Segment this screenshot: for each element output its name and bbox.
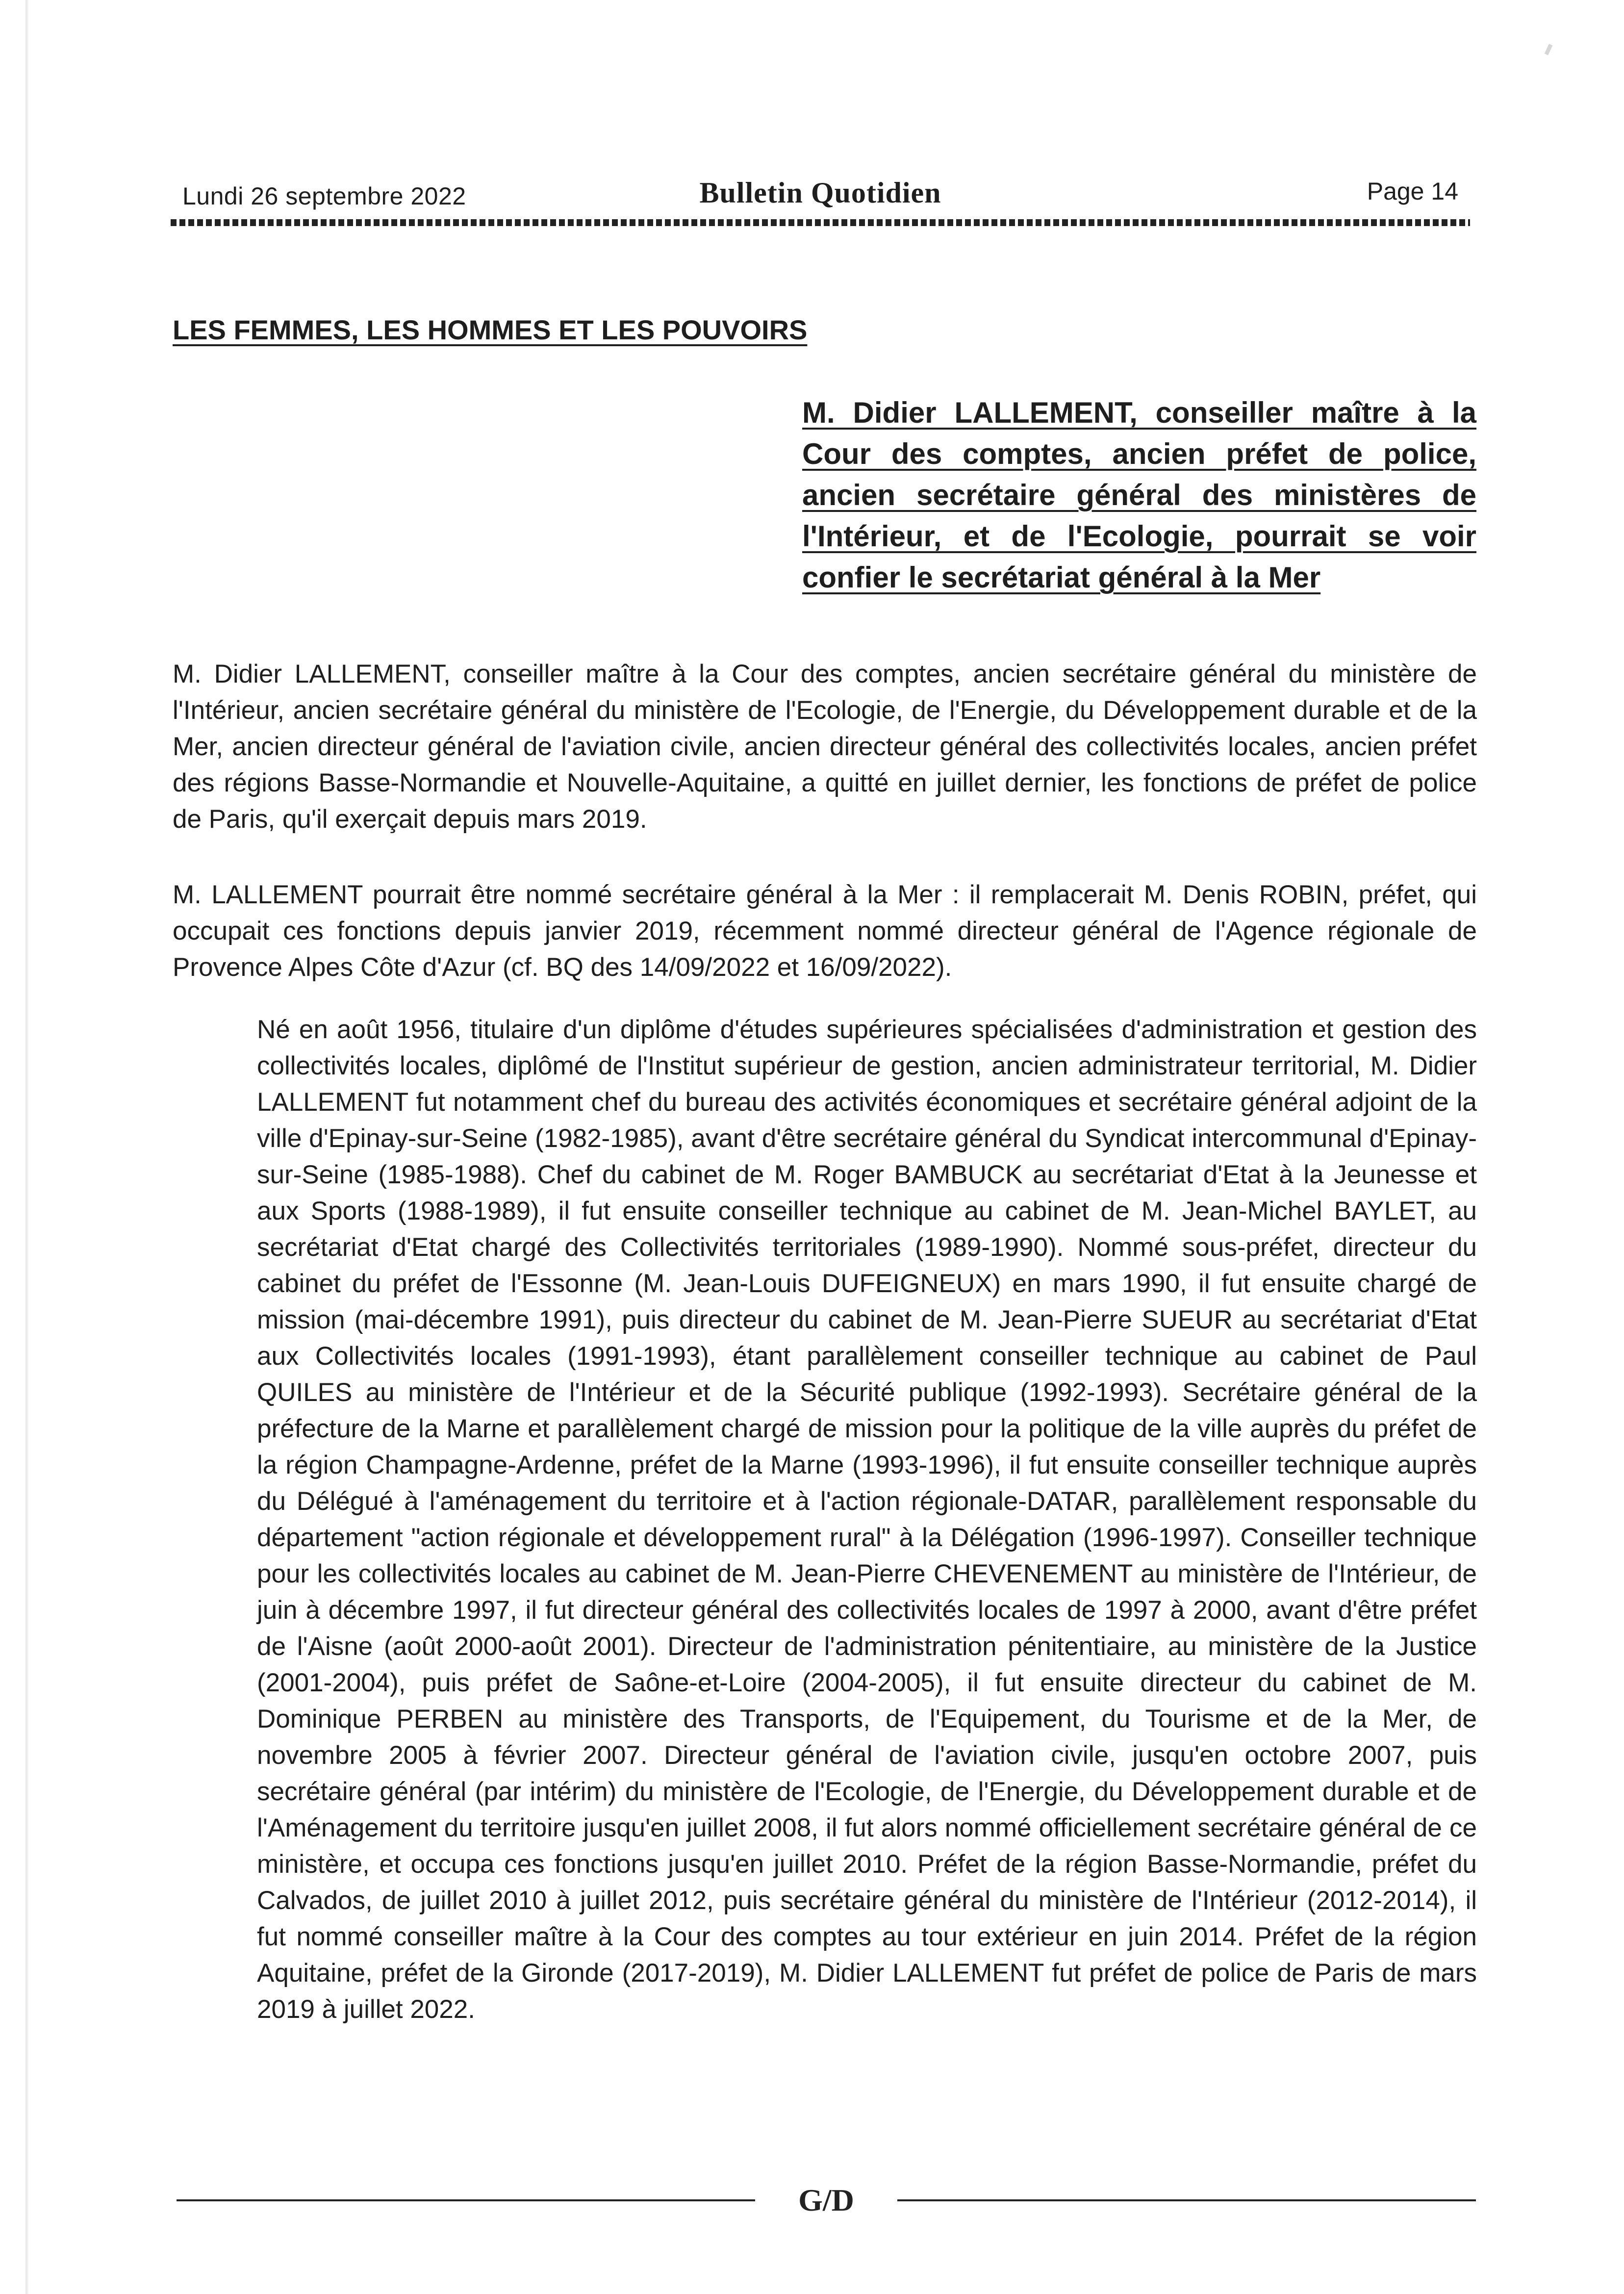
footer-rule-right bbox=[897, 2199, 1476, 2201]
scan-mark bbox=[1545, 44, 1553, 55]
page-footer bbox=[177, 2177, 1476, 2221]
article-paragraph-1: M. Didier LALLEMENT, conseiller maître à la Cour des comptes, ancien secrétaire général du ministère de l'Intérieur, ancien secrétaire général du ministère de l'Ecologie, de l'Energie, du Développement durable et de la Mer, ancien directeur général de l'aviation civile, ancien directeur général des collectivités locales, ancien préfet des régions Basse-Normandie et Nouvelle-Aquitaine, a quitté en juillet dernier, les fonctions de préfet de police de Paris, qu'il exerçait depuis mars 2019. bbox=[173, 660, 1477, 834]
article-headline: M. Didier LALLEMENT, conseiller maître à la Cour des comptes, ancien préfet de police, ancien secrétaire général des ministères de l'Intérieur, et de l'Ecologie, pourrait se voir confier le secrétariat général à la Mer bbox=[802, 396, 1476, 594]
section-title: LES FEMMES, LES HOMMES ET LES POUVOIRS bbox=[173, 314, 808, 345]
gd-logo-icon bbox=[777, 2177, 875, 2221]
gd-logo-svg bbox=[777, 2177, 875, 2221]
header-dotted-rule bbox=[171, 219, 1470, 226]
biography-paragraph: Né en août 1956, titulaire d'un diplôme d'études supérieures spécialisées d'administration et gestion des collectivités locales, diplômé de l'Institut supérieur de gestion, ancien administrateur territorial, M. Didier LALLEMENT fut notamment chef du bureau des activités économiques et secrétaire général adjoint de la ville d'Epinay-sur-Seine (1982-1985), avant d'être secrétaire général du Syndicat intercommunal d'Epinay-sur-Seine (1985-1988). Chef du cabinet de M. Roger BAMBUCK au secrétariat d'Etat à la Jeunesse et aux Sports (1988-1989), il fut ensuite conseiller technique au cabinet de M. Jean-Michel BAYLET, au secrétariat d'Etat chargé des Collectivités territoriales (1989-1990). Nommé sous-préfet, directeur du cabinet du préfet de l'Essonne (M. Jean-Louis DUFEIGNEUX) en mars 1990, il fut ensuite chargé de mission (mai-décembre 1991), puis directeur du cabinet de M. Jean-Pierre SUEUR au secrétariat d'Etat aux Collectivités locales (1991-1993), étant parallèlement conseiller technique au cabinet de Paul QUILES au ministère de l'Intérieur et de la Sécurité publique (1992-1993). Secrétaire général de la préfecture de la Marne et parallèlement chargé de mission pour la politique de la ville auprès du préfet de la région Champagne-Ardenne, préfet de la Marne (1993-1996), il fut ensuite conseiller technique auprès du Délégué à l'aménagement du territoire et à l'action régionale-DATAR, parallèlement responsable du département "action régionale et développement rural" à la Délégation (1996-1997). Conseiller technique pour les collectivités locales au cabinet de M. Jean-Pierre CHEVENEMENT au ministère de l'Intérieur, de juin à décembre 1997, il fut directeur général des collectivités locales de 1997 à 2000, avant d'être préfet de l'Aisne (août 2000-août 2001). Directeur de l'administration pénitentiaire, au ministère de la Justice (2001-2004), puis préfet de Saône-et-Loire (2004-2005), il fut ensuite directeur du cabinet de M. Dominique PERBEN au ministère des Transports, de l'Equipement, du Tourisme et de la Mer, de novembre 2005 à février 2007. Directeur général de l'aviation civile, jusqu'en octobre 2007, puis secrétaire général (par intérim) du ministère de l'Ecologie, de l'Energie, du Développement durable et de l'Aménagement du territoire jusqu'en juillet 2008, il fut alors nommé officiellement secrétaire général de ce ministère, et occupa ces fonctions jusqu'en juillet 2010. Préfet de la région Basse-Normandie, préfet du Calvados, de juillet 2010 à juillet 2012, puis secrétaire général du ministère de l'Intérieur (2012-2014), il fut nommé conseiller maître à la Cour des comptes au tour extérieur en juin 2014. Préfet de la région Aquitaine, préfet de la Gironde (2017-2019), M. Didier LALLEMENT fut préfet de police de Paris de mars 2019 à juillet 2022. bbox=[257, 1015, 1477, 2024]
page-header bbox=[171, 174, 1470, 228]
footer-logo-text: G/D bbox=[798, 2183, 854, 2218]
header-title: Bulletin Quotidien bbox=[699, 177, 941, 209]
header-date: Lundi 26 septembre 2022 bbox=[182, 182, 466, 210]
scan-edge bbox=[25, 0, 28, 2294]
footer-rule-left bbox=[177, 2199, 755, 2201]
article-paragraph-2: M. LALLEMENT pourrait être nommé secrétaire général à la Mer : il remplacerait M. Denis ROBIN, préfet, qui occupait ces fonctions depuis janvier 2019, récemment nommé directeur général de l'Agence régionale de Provence Alpes Côte d'Azur (cf. BQ des 14/09/2022 et 16/09/2022). bbox=[173, 880, 1477, 982]
header-page-number: Page 14 bbox=[1367, 178, 1458, 205]
